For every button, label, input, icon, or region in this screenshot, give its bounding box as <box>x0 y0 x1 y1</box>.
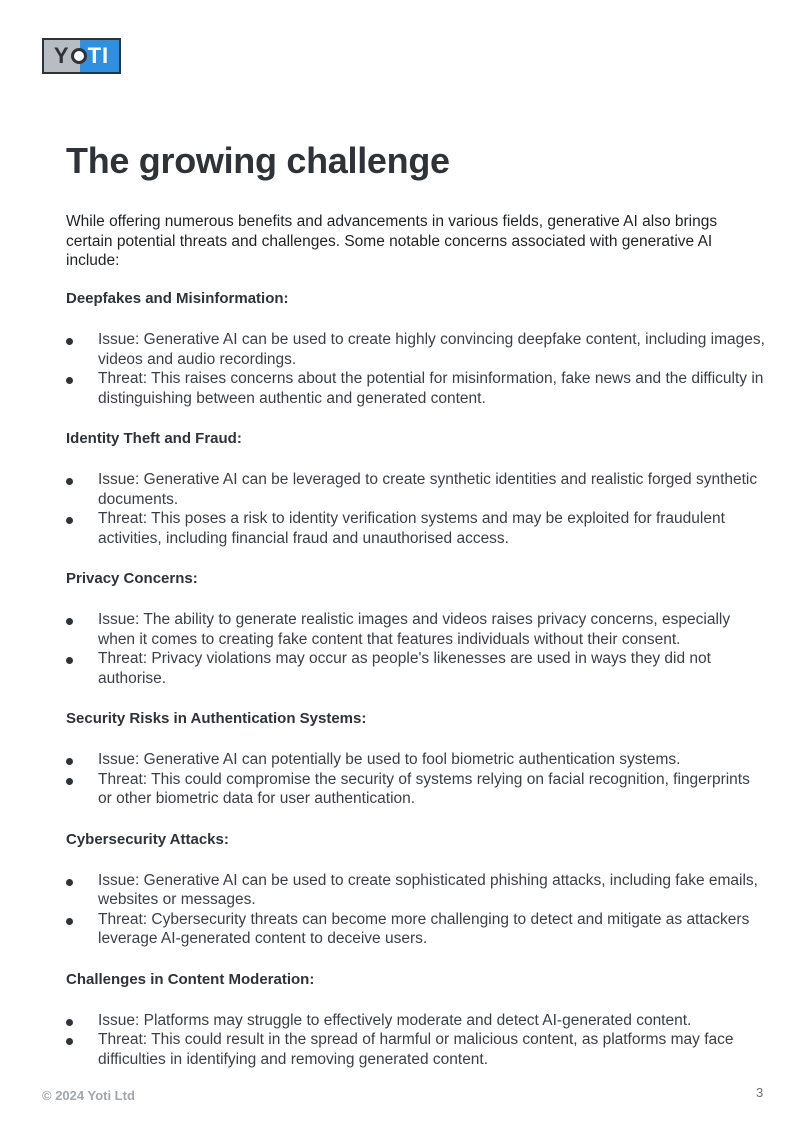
list-item <box>66 1030 766 1069</box>
bullet-icon <box>66 618 73 625</box>
section-identity-theft <box>66 429 766 548</box>
logo-letter-o-icon <box>71 48 87 64</box>
list-item-text: Issue: Platforms may struggle to effectively moderate and detect AI-generated content. <box>98 1011 692 1029</box>
section-deepfakes <box>66 289 766 408</box>
section-heading: Cybersecurity Attacks: <box>66 830 229 848</box>
list-item-text: Issue: Generative AI can be leveraged to create synthetic identities and realistic forged synthetic documents. <box>98 471 758 508</box>
list-item <box>66 649 766 688</box>
section-content-moderation <box>66 970 766 1070</box>
section-security-risks <box>66 709 766 809</box>
bullet-list <box>66 750 766 809</box>
section-heading: Security Risks in Authentication Systems: <box>66 710 367 727</box>
list-item-text: Issue: Generative AI can potentially be used to fool biometric authentication systems. <box>98 751 681 768</box>
list-item-text: Threat: This could compromise the security of systems relying on facial recognition, fingerprints or other biometric data for user authentication. <box>98 770 750 807</box>
bullet-icon <box>66 478 73 485</box>
section-heading: Privacy Concerns: <box>66 570 198 587</box>
yoti-logo <box>42 38 121 74</box>
bullet-list <box>66 470 766 548</box>
intro-paragraph: While offering numerous benefits and advancements in various fields, generative AI also brings certain potential threats and challenges. Some notable concerns associated with generative AI include: <box>66 213 718 269</box>
threat-sections <box>66 289 766 1090</box>
list-item-text: Threat: This poses a risk to identity verification systems and may be exploited for fraudulent activities, including financial fraud and unauthorised access. <box>98 510 725 547</box>
bullet-icon <box>66 879 73 886</box>
list-item <box>66 369 766 408</box>
list-item-text: Threat: Cybersecurity threats can become more challenging to detect and mitigate as attackers leverage AI-generated content to deceive users. <box>98 910 750 947</box>
section-heading: Deepfakes and Misinformation: <box>66 290 289 307</box>
list-item-text: Threat: This could result in the spread of harmful or malicious content, as platforms may face difficulties in identifying and removing generated content. <box>98 1031 734 1068</box>
bullet-list <box>66 871 766 949</box>
list-item-text: Issue: The ability to generate realistic images and videos raises privacy concerns, especially when it comes to creating fake content that features individuals without their consent. <box>98 611 731 648</box>
list-item-text: Issue: Generative AI can be used to create sophisticated phishing attacks, including fake emails, websites or messages. <box>98 871 758 908</box>
list-item <box>66 509 766 548</box>
list-item <box>66 910 766 949</box>
bullet-list <box>66 1011 766 1070</box>
page-number: 3 <box>756 1085 764 1100</box>
logo-wordmark <box>44 40 119 72</box>
bullet-icon <box>66 377 73 384</box>
bullet-list <box>66 610 766 688</box>
section-privacy <box>66 569 766 688</box>
section-cybersecurity <box>66 830 766 949</box>
bullet-icon <box>66 1019 73 1026</box>
list-item <box>66 770 766 809</box>
list-item <box>66 750 766 770</box>
logo-letters-ti: TI <box>87 43 110 68</box>
bullet-icon <box>66 338 73 345</box>
bullet-icon <box>66 778 73 785</box>
section-heading: Identity Theft and Fraud: <box>66 430 242 447</box>
page-title: The growing challenge <box>66 140 450 181</box>
bullet-icon <box>66 517 73 524</box>
bullet-list <box>66 330 766 408</box>
list-item <box>66 610 766 649</box>
list-item-text: Issue: Generative AI can be used to create highly convincing deepfake content, including images, videos and audio recordings. <box>98 331 765 368</box>
list-item <box>66 470 766 509</box>
list-item <box>66 871 766 910</box>
bullet-icon <box>66 918 73 925</box>
list-item <box>66 1011 766 1031</box>
bullet-icon <box>66 758 73 765</box>
bullet-icon <box>66 657 73 664</box>
logo-letter-y: Y <box>53 43 70 68</box>
list-item-text: Threat: This raises concerns about the potential for misinformation, fake news and the difficulty in distinguishing between authentic and generated content. <box>98 370 764 407</box>
list-item <box>66 330 766 369</box>
footer-copyright: © 2024 Yoti Ltd <box>42 1088 135 1103</box>
section-heading: Challenges in Content Moderation: <box>66 970 315 988</box>
bullet-icon <box>66 1038 73 1045</box>
list-item-text: Threat: Privacy violations may occur as people's likenesses are used in ways they did not authorise. <box>98 650 711 687</box>
